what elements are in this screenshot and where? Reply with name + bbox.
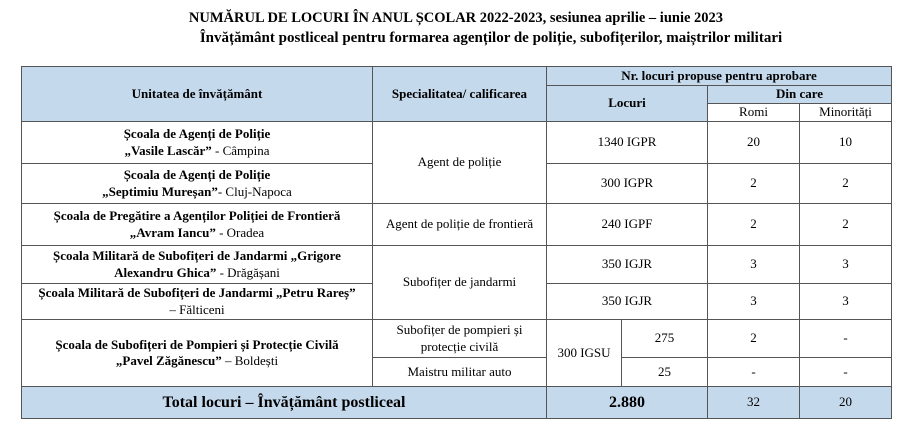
minoritati-cell: 3 [800,284,892,320]
unit-name-2: Alexandru Ghica” [114,264,217,280]
total-label: Total locuri – Învățământ postliceal [22,387,547,419]
table-row [22,122,892,164]
table-row [22,320,892,358]
unit-name: Școala Militară de Subofițeri de Jandarmi „Grigore [53,248,341,264]
unit-city: - Cluj-Napoca [217,183,292,199]
minoritati-cell: 3 [800,246,892,284]
spec-cell: Maistru militar auto [373,358,547,387]
unit-cell [22,204,373,246]
unit-name: Școala de Agenți de Poliție [123,126,271,142]
places-cell: 350 IGJR [547,246,708,284]
unit-cell [22,122,373,164]
unit-name-2: „Septimiu Mureșan” [102,183,218,199]
sub-places-cell: 25 [622,358,708,387]
places-cell: 300 IGSU [547,320,622,387]
minoritati-cell: - [800,358,892,387]
unit-cell [22,320,373,387]
spec-cell: Agent de poliție [373,122,547,204]
total-minoritati: 20 [800,387,892,419]
sub-places-cell: 275 [622,320,708,358]
unit-name: Școala de Subofițeri de Pompieri și Protecție Civilă [55,336,339,352]
minoritati-cell: 10 [800,122,892,164]
total-romi: 32 [708,387,800,419]
unit-city: – Fălticeni [169,301,225,317]
places-cell: 350 IGJR [547,284,708,320]
spec-cell: Subofițer de jandarmi [373,246,547,320]
total-places: 2.880 [547,387,708,419]
unit-city: - Drăgășani [216,264,280,280]
header-din-care: Din care [708,86,892,104]
places-cell: 1340 IGPR [547,122,708,164]
minoritati-cell: - [800,320,892,358]
romi-cell: 20 [708,122,800,164]
header-places-group: Nr. locuri propuse pentru aprobare [547,67,892,86]
unit-name-2: „Vasile Lascăr” [124,142,212,158]
romi-cell: 3 [708,246,800,284]
unit-name: Școala de Pregătire a Agenților Poliției de Frontieră [53,208,341,224]
table-row [22,246,892,284]
unit-name: Școala de Agenți de Poliție [123,167,271,183]
spec-cell: Subofițer de pompieri și protecție civilă [373,320,547,358]
title-line-1: NUMĂRUL DE LOCURI ÎN ANUL ȘCOLAR 2022-2023, sesiunea aprilie – iunie 2023 [188,10,724,26]
header-places: Locuri [547,86,708,122]
unit-cell [22,284,373,320]
unit-city: - Oradea [215,224,265,240]
romi-cell: 2 [708,164,800,204]
unit-city: – Boldești [221,353,279,368]
minoritati-cell: 2 [800,204,892,246]
places-cell: 240 IGPF [547,204,708,246]
unit-name-2: „Pavel Zăgănescu” [115,353,222,368]
header-spec: Specialitatea/ calificarea [373,67,547,122]
minoritati-cell: 2 [800,164,892,204]
places-table [21,66,892,419]
unit-city: - Câmpina [211,142,270,158]
total-row [22,387,892,419]
header-unit: Unitatea de învățământ [22,67,373,122]
romi-cell: 2 [708,204,800,246]
unit-cell [22,164,373,204]
header-romi: Romi [708,104,800,122]
unit-name: Școala Militară de Subofițeri de Jandarmi „Petru Rareș” [38,285,356,301]
title-line-2: Învățământ postliceal pentru formarea agenților de poliție, subofițerilor, maiștrilor militari [199,30,783,46]
header-minoritati: Minorități [800,104,892,122]
unit-cell [22,246,373,284]
unit-name-2: „Avram Iancu” [129,224,216,240]
spec-cell: Agent de poliție de frontieră [373,204,547,246]
places-cell: 300 IGPR [547,164,708,204]
romi-cell: 2 [708,320,800,358]
table-row [22,204,892,246]
romi-cell: 3 [708,284,800,320]
romi-cell: - [708,358,800,387]
